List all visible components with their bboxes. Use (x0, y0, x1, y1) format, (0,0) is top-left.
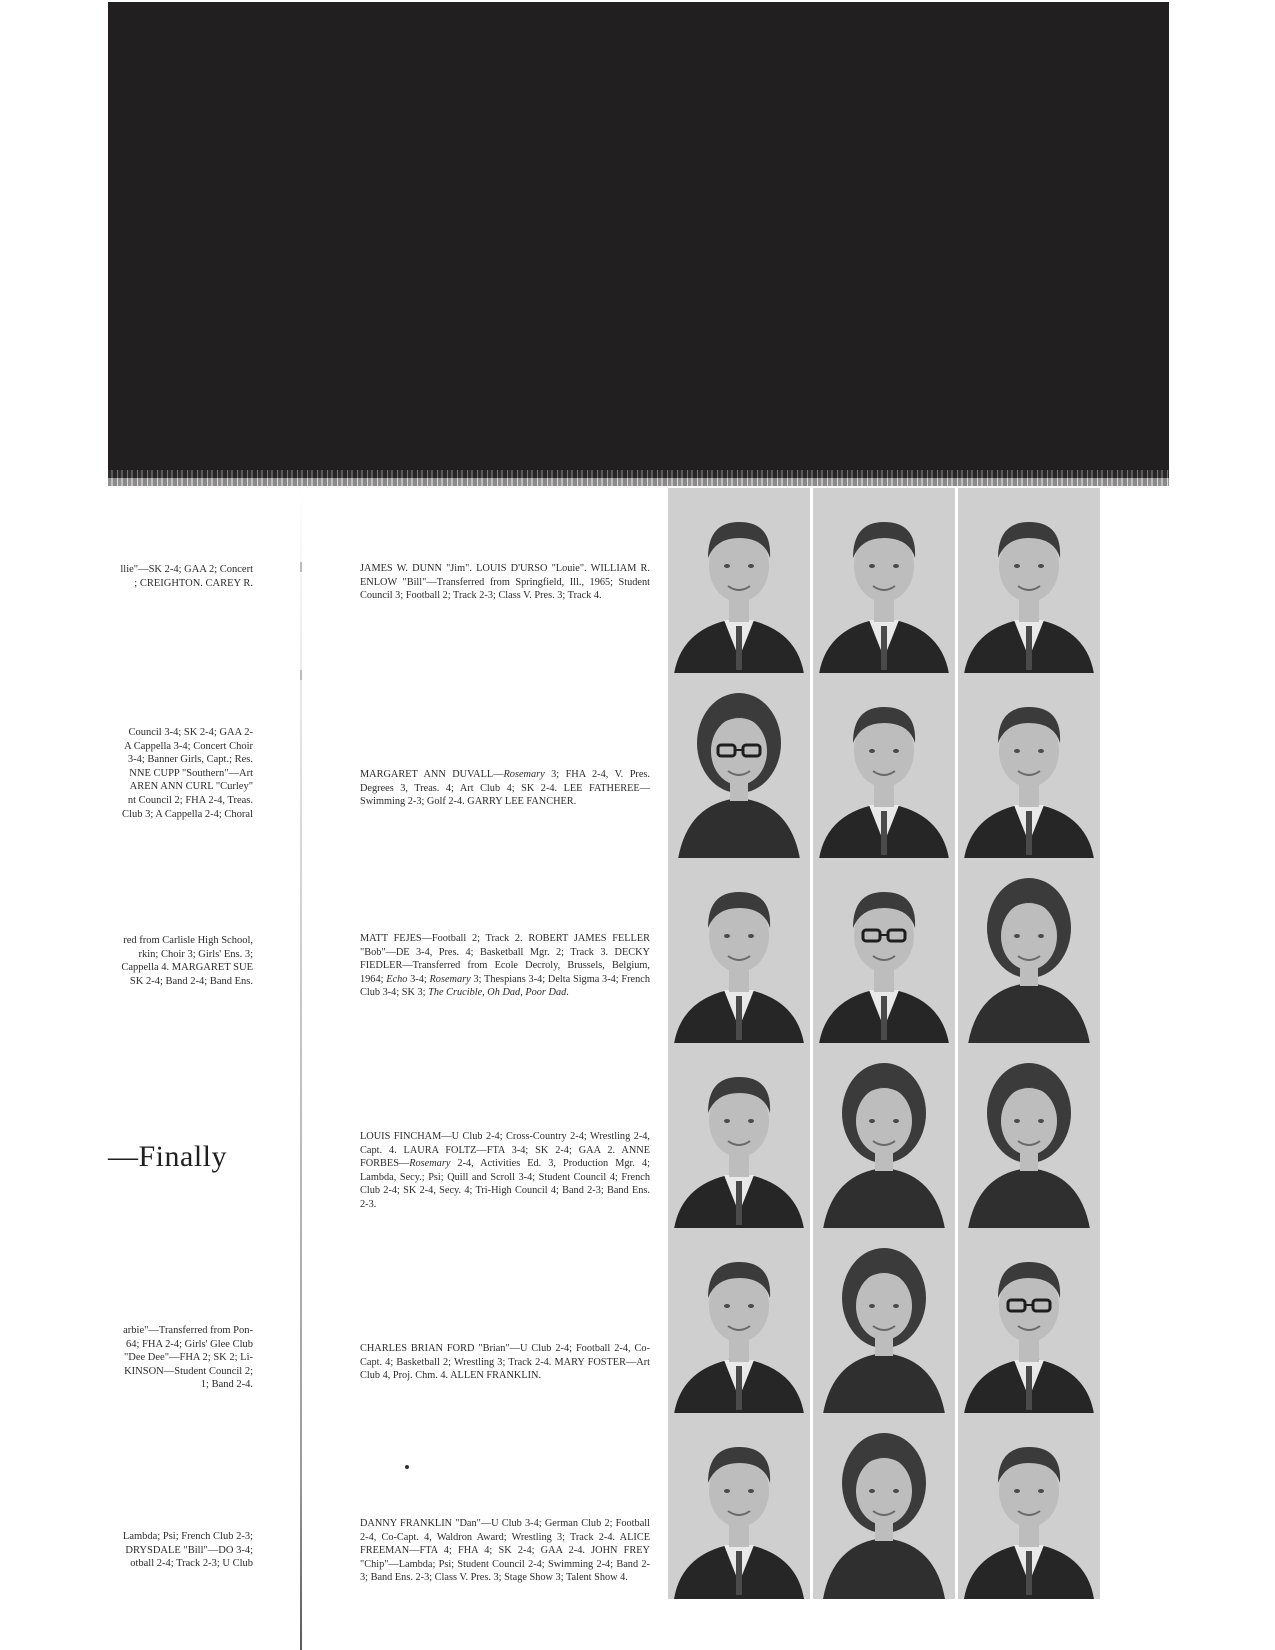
fragment-line: 1; Band 2-4. (200, 1379, 253, 1391)
caption-row-4: LOUIS FINCHAM—U Club 2-4; Cross-Country 2-4; Wrestling 2-4, Capt. 4. LAURA FOLTZ—FTA 3-4; SK 2-4; GAA 2. ANNE FORBES—Rosemary 2-4, Activities Ed. 3, Production Mgr. 4; Lambda, Secy.; Psi; Quill and Scroll 3-4; Student Council 4; French Club 2-4; SK 2-4, Secy. 4; Tri-High Council 4; Band 2-3; Band Ens. 2-3. (360, 1131, 650, 1210)
fragment-line: 64; FHA 2-4; Girls' Glee Club (125, 1338, 253, 1350)
fragment-line: ; CREIGHTON. CAREY R. (134, 577, 253, 589)
fragment-line: Council 3-4; SK 2-4; GAA 2- (128, 727, 253, 738)
caption-row-5: CHARLES BRIAN FORD "Brian"—U Club 2-4; Football 2-4, Co-Capt. 4; Basketball 2; Wrestling 3; Track 2-4. MARY FOSTER—Art Club 4, Proj. Chm. 4. ALLEN FRANKLIN. (360, 1343, 650, 1382)
fragment-line: rkin; Choir 3; Girls' Ens. 3; (138, 948, 253, 960)
left-fragment-5 (108, 1530, 253, 1571)
left-fragment-2 (108, 726, 253, 821)
caption-row-1: JAMES W. DUNN "Jim". LOUIS D'URSO "Louie". WILLIAM R. ENLOW "Bill"—Transferred from Springfield, Ill., 1965; Student Council 3; Football 2; Track 2-3; Class V. Pres. 3; Track 4. (360, 563, 650, 602)
gutter-mark (300, 562, 302, 572)
portrait-photo (813, 488, 955, 674)
portrait-photo (958, 858, 1100, 1044)
portrait-photo (813, 673, 955, 859)
left-fragment-1 (108, 563, 253, 590)
portrait-photo (668, 1228, 810, 1414)
fragment-line: llie"—SK 2-4; GAA 2; Concert (120, 564, 253, 575)
fragment-line: "Dee Dee"—FHA 2; SK 2; Li- (123, 1352, 253, 1364)
fragment-line: Cappella 4. MARGARET SUE (121, 962, 253, 974)
stray-dot (405, 1465, 409, 1469)
black-masked-region (108, 2, 1169, 478)
left-fragment-4 (108, 1324, 253, 1392)
portrait-photo (813, 858, 955, 1044)
portrait-photo (958, 673, 1100, 859)
portrait-photo (958, 488, 1100, 674)
portrait-photo (958, 1228, 1100, 1414)
portrait-photo (813, 1228, 955, 1414)
fragment-line: NNE CUPP "Southern"—Art (129, 767, 253, 779)
caption-row-6: DANNY FRANKLIN "Dan"—U Club 3-4; German Club 2; Football 2-4, Co-Capt. 4, Waldron Award; Wrestling 3; Track 2-4. ALICE FREEMAN—FTA 4; FHA 4; SK 2-4; GAA 2-4. JOHN FREY "Chip"—Lambda; Psi; Student Council 2-4; Swimming 2-4; Band 2-3; Band Ens. 2-3; Class V. Pres. 3; Stage Show 3; Talent Show 4. (360, 1518, 650, 1584)
gutter-mark (300, 670, 302, 680)
caption-row-3: MATT FEJES—Football 2; Track 2. ROBERT JAMES FELLER "Bob"—DE 3-4, Pres. 4; Basketball Mgr. 2; Track 3. DECKY FIEDLER—Transferred from Ecole Decroly, Brussels, Belgium, 1964; Echo 3-4; Rosemary 3; Thespians 3-4; Delta Sigma 3-4; French Club 3-4; SK 3; The Crucible, Oh Dad, Poor Dad. (360, 933, 650, 999)
fragment-line: Lambda; Psi; French Club 2-3; (122, 1531, 253, 1542)
portrait-photo (813, 1043, 955, 1229)
fragment-line: otball 2-4; Track 2-3; U Club (130, 1558, 253, 1570)
portrait-photo (813, 1413, 955, 1599)
portrait-photo (958, 1413, 1100, 1599)
fragment-line: SK 2-4; Band 2-4; Band Ens. (129, 975, 253, 987)
portrait-photo (668, 1043, 810, 1229)
portrait-photo (668, 1413, 810, 1599)
page-gutter (300, 486, 302, 1650)
fragment-line: nt Council 2; FHA 2-4, Treas. (127, 794, 253, 806)
portrait-photo (668, 488, 810, 674)
portrait-photo (958, 1043, 1100, 1229)
fragment-line: DRYSDALE "Bill"—DO 3-4; (125, 1544, 253, 1556)
fragment-line: KINSON—Student Council 2; (124, 1365, 253, 1377)
left-page-margin (108, 486, 298, 1650)
headline-finally: —Finally (108, 1140, 228, 1173)
fragment-line: Club 3; A Cappella 2-4; Choral (122, 808, 253, 820)
fragment-line: AREN ANN CURL "Curley" (129, 781, 253, 793)
caption-row-2: MARGARET ANN DUVALL—Rosemary 3; FHA 2-4, V. Pres. Degrees 3, Treas. 4; Art Club 4; SK 2-4. LEE FATHEREE—Swimming 2-3; Golf 2-4. GARRY LEE FANCHER. (360, 769, 650, 808)
fragment-line: red from Carlisle High School, (123, 935, 253, 946)
scan-edge-noise (108, 470, 1169, 486)
fragment-line: arbie"—Transferred from Pon- (123, 1325, 253, 1336)
left-fragment-3 (108, 934, 253, 988)
fragment-line: 3-4; Banner Girls, Capt.; Res. (127, 754, 253, 766)
portrait-photo (668, 858, 810, 1044)
fragment-line: A Cappella 3-4; Concert Choir (124, 740, 253, 752)
portrait-photo (668, 673, 810, 859)
portrait-grid (668, 488, 1108, 1650)
